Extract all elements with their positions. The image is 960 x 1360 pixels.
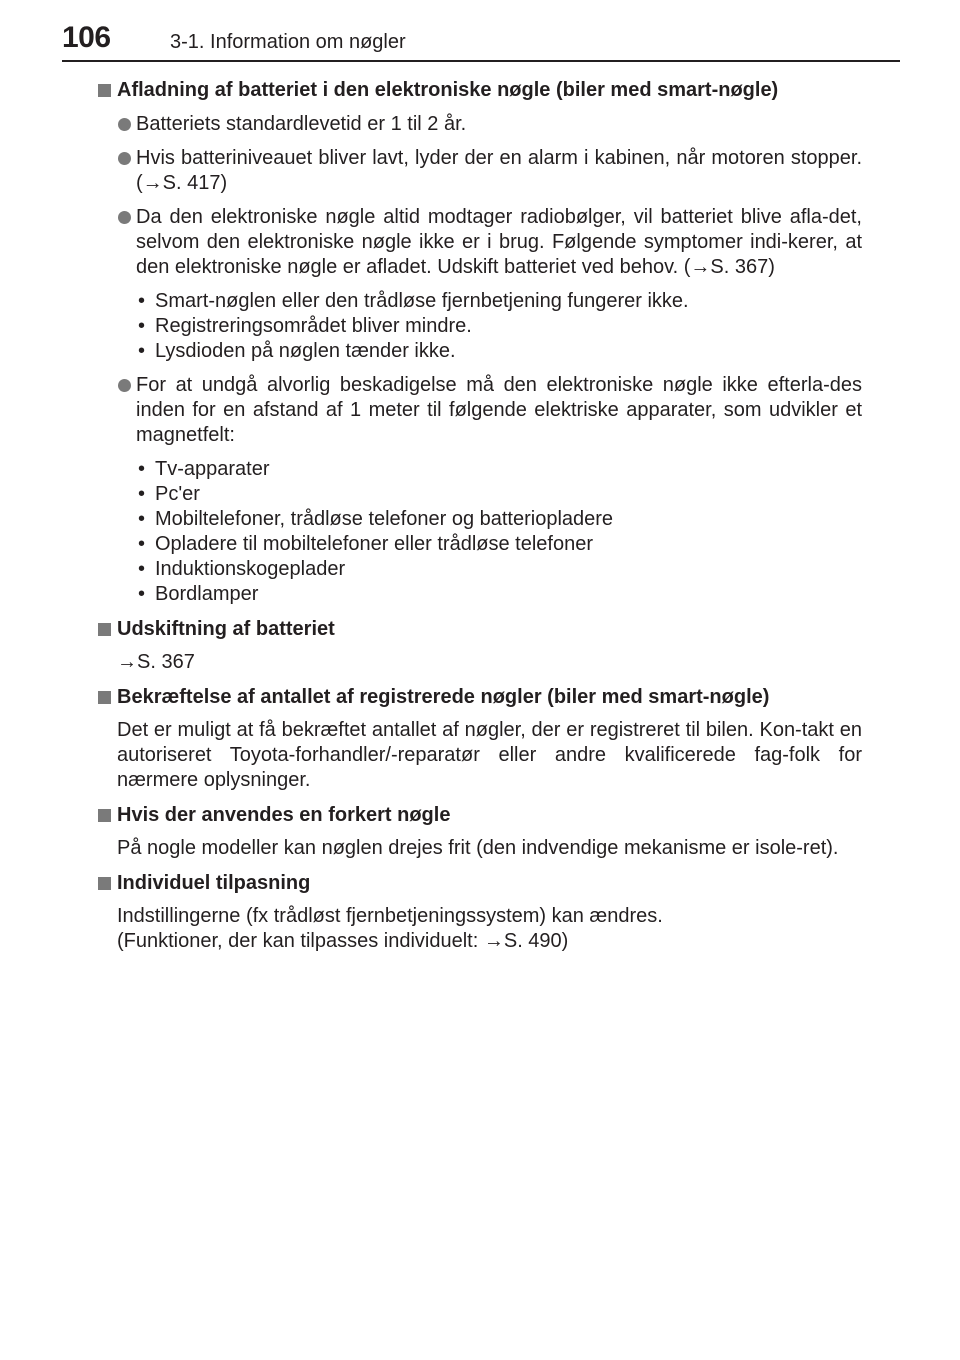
bullet-text: For at undgå alvorlig beskadigelse må den elektroniske nøgle ikke efterla-des inden for en afstand af 1 meter til følgende elektriske apparater, som udvikler et magnetfelt: bbox=[136, 374, 862, 446]
heading-text: Individuel tilpasning bbox=[117, 872, 311, 894]
square-marker-icon bbox=[98, 623, 111, 636]
list-item: • Smart-nøglen eller den trådløse fjernbetjening fungerer ikke. bbox=[136, 289, 862, 314]
heading-customization bbox=[98, 871, 862, 896]
heading-battery-replacement bbox=[98, 617, 862, 642]
bullet-item bbox=[98, 373, 862, 448]
paragraph bbox=[98, 904, 862, 954]
page-reference: →S. 367 bbox=[117, 651, 195, 673]
circle-bullet-icon bbox=[118, 211, 131, 224]
header-divider bbox=[62, 60, 900, 62]
circle-bullet-icon bbox=[118, 118, 131, 131]
circle-bullet-icon bbox=[118, 379, 131, 392]
square-marker-icon bbox=[98, 84, 111, 97]
appliance-list bbox=[98, 457, 862, 607]
square-marker-icon bbox=[98, 691, 111, 704]
page-header bbox=[62, 22, 900, 60]
bullet-text: Hvis batteriniveauet bliver lavt, lyder der en alarm i kabinen, når motoren stopper. (→S. 417) bbox=[136, 147, 862, 194]
list-item: • Tv-apparater bbox=[136, 457, 862, 482]
heading-wrong-key bbox=[98, 803, 862, 828]
heading-battery-discharge bbox=[98, 78, 862, 103]
section-title: 3-1. Information om nøgler bbox=[170, 31, 406, 53]
square-marker-icon bbox=[98, 809, 111, 822]
bullet-item bbox=[98, 112, 862, 137]
square-marker-icon bbox=[98, 877, 111, 890]
bullet-item bbox=[98, 146, 862, 196]
list-item: • Opladere til mobiltelefoner eller trådløse telefoner bbox=[136, 532, 862, 557]
heading-text: Hvis der anvendes en forkert nøgle bbox=[117, 804, 451, 826]
list-item: • Lysdioden på nøglen tænder ikke. bbox=[136, 339, 862, 364]
list-item: • Pc'er bbox=[136, 482, 862, 507]
heading-text: Bekræftelse af antallet af registrerede nøgler (biler med smart-nøgle) bbox=[117, 686, 770, 708]
list-item: • Induktionskogeplader bbox=[136, 557, 862, 582]
heading-text: Afladning af batteriet i den elektroniske nøgle (biler med smart-nøgle) bbox=[117, 79, 779, 101]
list-item: • Bordlamper bbox=[136, 582, 862, 607]
paragraph: Det er muligt at få bekræftet antallet af nøgler, der er registreret til bilen. Kon-takt en autoriseret Toyota-forhandler/-reparatør eller andre kvalificerede fag-folk for nærmere oplysninger. bbox=[117, 719, 862, 791]
bullet-text: Da den elektroniske nøgle altid modtager radiobølger, vil batteriet blive afla-det, selvom den elektroniske nøgle ikke er i brug. Følgende symptomer indi-kerer, at den elektroniske nøgle er afladet. Udskift batteriet ved behov. (→S. 367) bbox=[136, 206, 862, 278]
bullet-text: Batteriets standardlevetid er 1 til 2 år. bbox=[136, 113, 467, 135]
page-content bbox=[98, 78, 862, 954]
paragraph-line: Indstillingerne (fx trådløst fjernbetjeningssystem) kan ændres. bbox=[117, 905, 663, 927]
page-number: 106 bbox=[62, 21, 111, 54]
heading-registered-keys bbox=[98, 685, 862, 710]
paragraph-line: (Funktioner, der kan tilpasses individuelt: →S. 490) bbox=[117, 930, 569, 952]
circle-bullet-icon bbox=[118, 152, 131, 165]
paragraph: På nogle modeller kan nøglen drejes frit (den indvendige mekanisme er isole-ret). bbox=[117, 837, 839, 859]
symptom-list bbox=[98, 289, 862, 364]
list-item: • Mobiltelefoner, trådløse telefoner og batteriopladere bbox=[136, 507, 862, 532]
heading-text: Udskiftning af batteriet bbox=[117, 618, 335, 640]
list-item: • Registreringsområdet bliver mindre. bbox=[136, 314, 862, 339]
bullet-item bbox=[98, 205, 862, 280]
